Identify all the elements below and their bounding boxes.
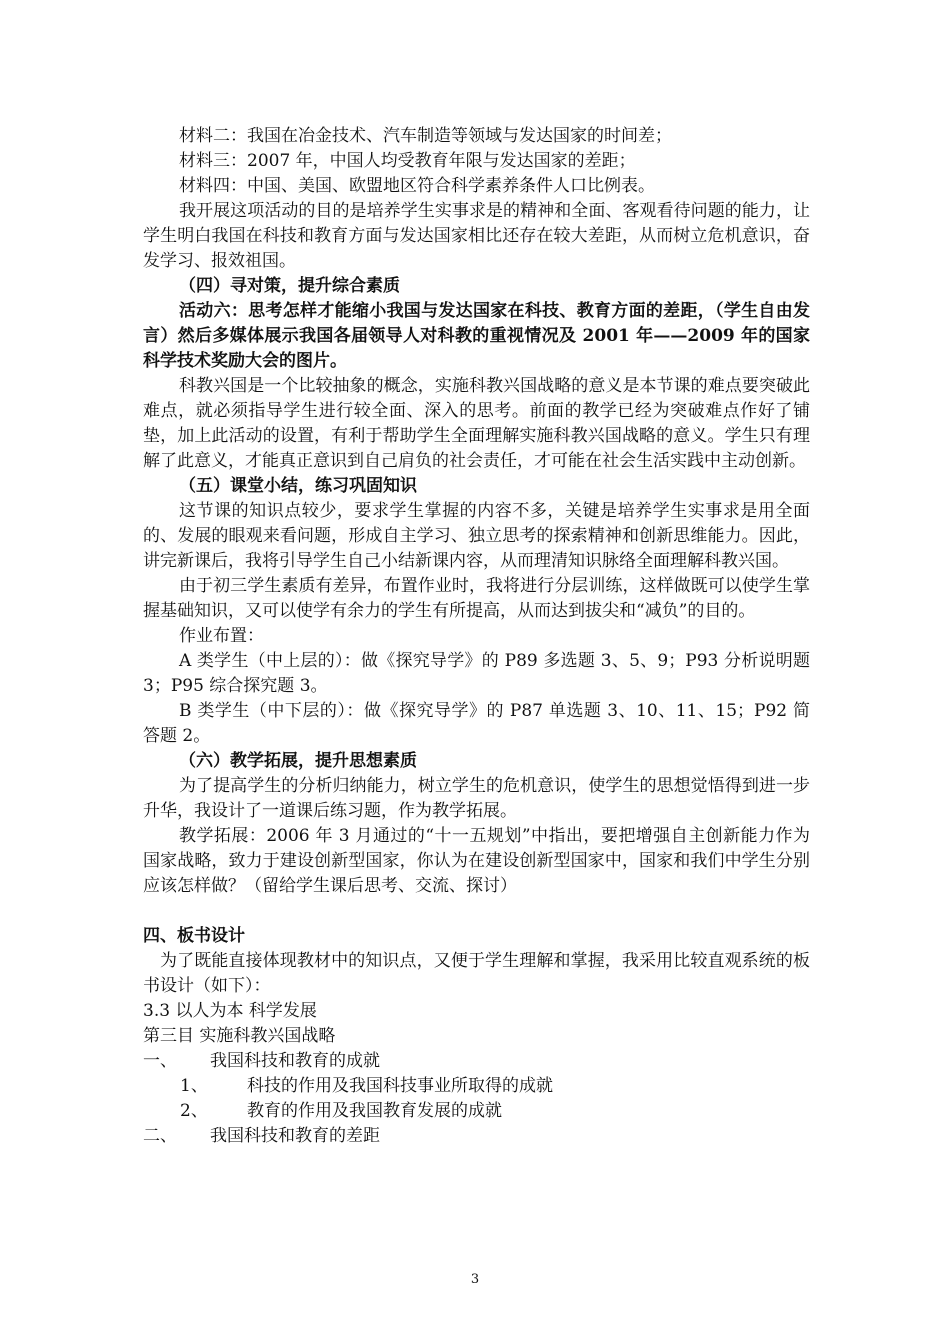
board-subitem-1-2 [143, 1099, 810, 1124]
page-content [143, 124, 810, 1149]
layered-training-paragraph: 由于初三学生素质有差异，布置作业时，我将进行分层训练，这样做既可以使学生掌握基础知识，又可以使学有余力的学生有所提高，从而达到拔尖和“减负”的目的。 [143, 576, 810, 621]
material-4: 材料四：中国、美国、欧盟地区符合科学素养条件人口比例表。 [179, 176, 655, 196]
board-item-1-text: 我国科技和教育的成就 [210, 1051, 380, 1071]
board-title: 3.3 以人为本 科学发展 [143, 1001, 317, 1021]
board-design-intro: 为了既能直接体现教材中的知识点，又便于学生理解和掌握，我采用比较直观系统的板书设计（如下）： [143, 951, 810, 996]
board-item-1-number: 一、 [143, 1051, 177, 1071]
board-subitem-1-1 [143, 1074, 810, 1099]
summary-paragraph: 这节课的知识点较少，要求学生掌握的内容不多，关键是培养学生实事求是用全面的、发展的眼观来看问题，形成自主学习、独立思考的探索精神和创新思维能力。因此，讲完新课后，我将引导学生自己小结新课内容，从而理清知识脉络全面理解科教兴国。 [143, 501, 810, 571]
activity-6: 活动六：思考怎样才能缩小我国与发达国家在科技、教育方面的差距，（学生自由发言）然后多媒体展示我国各届领导人对科教的重视情况及 2001 年——2009 年的国家科学技术奖励大会的图片。 [143, 301, 810, 371]
page-number: 3 [470, 1272, 480, 1287]
board-design-heading: 四、板书设计 [143, 926, 245, 946]
board-item-2 [143, 1124, 810, 1149]
material-3: 材料三：2007 年，中国人均受教育年限与发达国家的差距； [179, 151, 636, 171]
extension-purpose-paragraph: 为了提高学生的分析归纳能力，树立学生的危机意识，使学生的思想觉悟得到进一步升华，我设计了一道课后练习题，作为教学拓展。 [143, 776, 810, 821]
section-heading-6: （六）教学拓展，提升思想素质 [179, 751, 417, 771]
board-subitem-1-2-number: 2、 [180, 1101, 208, 1121]
section-heading-5: （五）课堂小结，练习巩固知识 [179, 476, 417, 496]
board-subitem-1-1-number: 1、 [180, 1076, 208, 1096]
section-heading-4: （四）寻对策，提升综合素质 [179, 276, 400, 296]
key-difficulty-paragraph: 科教兴国是一个比较抽象的概念，实施科教兴国战略的意义是本节课的难点要突破此难点，就必须指导学生进行较全面、深入的思考。前面的教学已经为突破难点作好了铺垫，加上此活动的设置，有利于帮助学生全面理解实施科教兴国战略的意义。学生只有理解了此意义，才能真正意识到自己肩负的社会责任，才可能在社会生活实践中主动创新。 [143, 376, 810, 471]
activity-purpose-paragraph: 我开展这项活动的目的是培养学生实事求是的精神和全面、客观看待问题的能力，让学生明白我国在科技和教育方面与发达国家相比还存在较大差距，从而树立危机意识，奋发学习、报效祖国。 [143, 201, 810, 271]
board-item-2-number: 二、 [143, 1126, 177, 1146]
board-subitem-1-2-text: 教育的作用及我国教育发展的成就 [247, 1101, 502, 1121]
homework-b: B 类学生（中下层的）：做《探究导学》的 P87 单选题 3、10、11、15；P92 简答题 2。 [143, 701, 810, 746]
extension-question-paragraph: 教学拓展：2006 年 3 月通过的“十一五规划”中指出，要把增强自主创新能力作为国家战略，致力于建设创新型国家，你认为在建设创新型国家中，国家和我们中学生分别应该怎样做？（留给学生课后思考、交流、探讨） [143, 826, 810, 896]
board-item-1 [143, 1049, 810, 1074]
homework-label: 作业布置： [179, 626, 264, 646]
board-subitem-1-1-text: 科技的作用及我国科技事业所取得的成就 [247, 1076, 553, 1096]
board-item-2-text: 我国科技和教育的差距 [210, 1126, 380, 1146]
board-subtitle: 第三目 实施科教兴国战略 [143, 1026, 336, 1046]
material-2: 材料二：我国在冶金技术、汽车制造等领域与发达国家的时间差； [179, 126, 672, 146]
homework-a: A 类学生（中上层的）：做《探究导学》的 P89 多选题 3、5、9；P93 分析说明题 3；P95 综合探究题 3。 [143, 651, 810, 696]
